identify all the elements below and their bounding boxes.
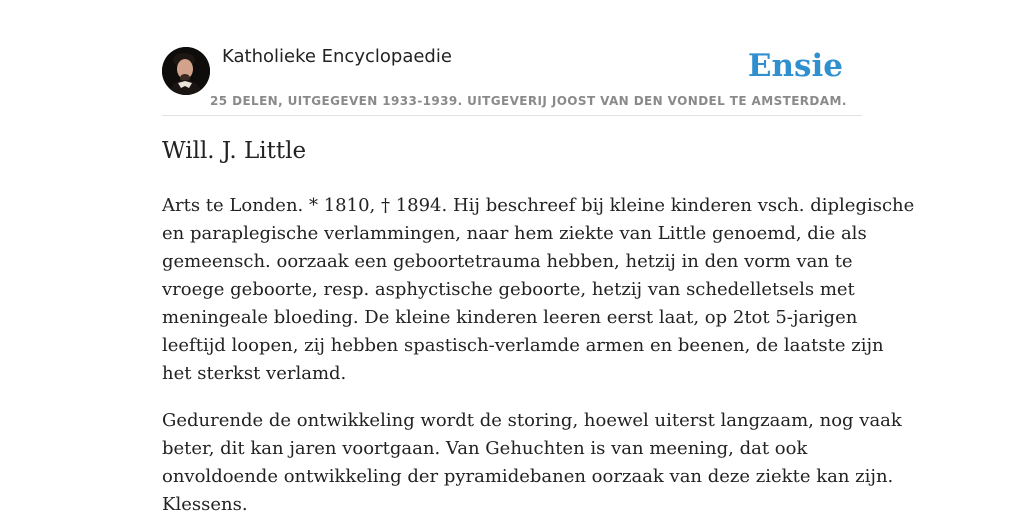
article-paragraph-2 — [162, 407, 902, 512]
paragraph-line: Arts te Londen. * 1810, † 1894. Hij beschreef bij kleine kinderen vsch. diplegische — [162, 195, 915, 216]
paragraph-line: het sterkst verlamd. — [162, 363, 347, 384]
paragraph-line: onvoldoende ontwikkeling der pyramidebanen oorzaak van deze ziekte kan zijn. — [162, 466, 894, 487]
paragraph-line: beter, dit kan jaren voortgaan. Van Gehuchten is van meening, dat ook — [162, 438, 808, 459]
article-title: Will. J. Little — [162, 138, 307, 164]
paragraph-line: gemeensch. oorzaak een geboortetrauma hebben, hetzij in den vorm van te — [162, 251, 853, 272]
paragraph-line: meningeale bloeding. De kleine kinderen leeren eerst laat, op 2tot 5-jarigen — [162, 307, 858, 328]
portrait-image — [162, 47, 210, 95]
source-title[interactable]: Katholieke Encyclopaedie — [222, 46, 452, 67]
paragraph-line: leeftijd loopen, zij hebben spastisch-verlamde armen en beenen, de laatste zijn — [162, 335, 884, 356]
paragraph-line: Klessens. — [162, 494, 248, 512]
paragraph-line: en paraplegische verlammingen, naar hem ziekte van Little genoemd, die als — [162, 223, 867, 244]
article-body — [162, 192, 915, 512]
source-header — [162, 44, 862, 116]
article-paragraph-1 — [162, 192, 915, 388]
source-subtitle: 25 DELEN, UITGEGEVEN 1933-1939. UITGEVERIJ JOOST VAN DEN VONDEL TE AMSTERDAM. — [210, 94, 847, 108]
brand-logo[interactable]: Ensie — [747, 48, 843, 84]
source-avatar[interactable] — [162, 47, 210, 95]
paragraph-line: Gedurende de ontwikkeling wordt de storing, hoewel uiterst langzaam, nog vaak — [162, 410, 902, 431]
paragraph-line: vroege geboorte, resp. asphyctische geboorte, hetzij van schedelletsels met — [162, 279, 855, 300]
